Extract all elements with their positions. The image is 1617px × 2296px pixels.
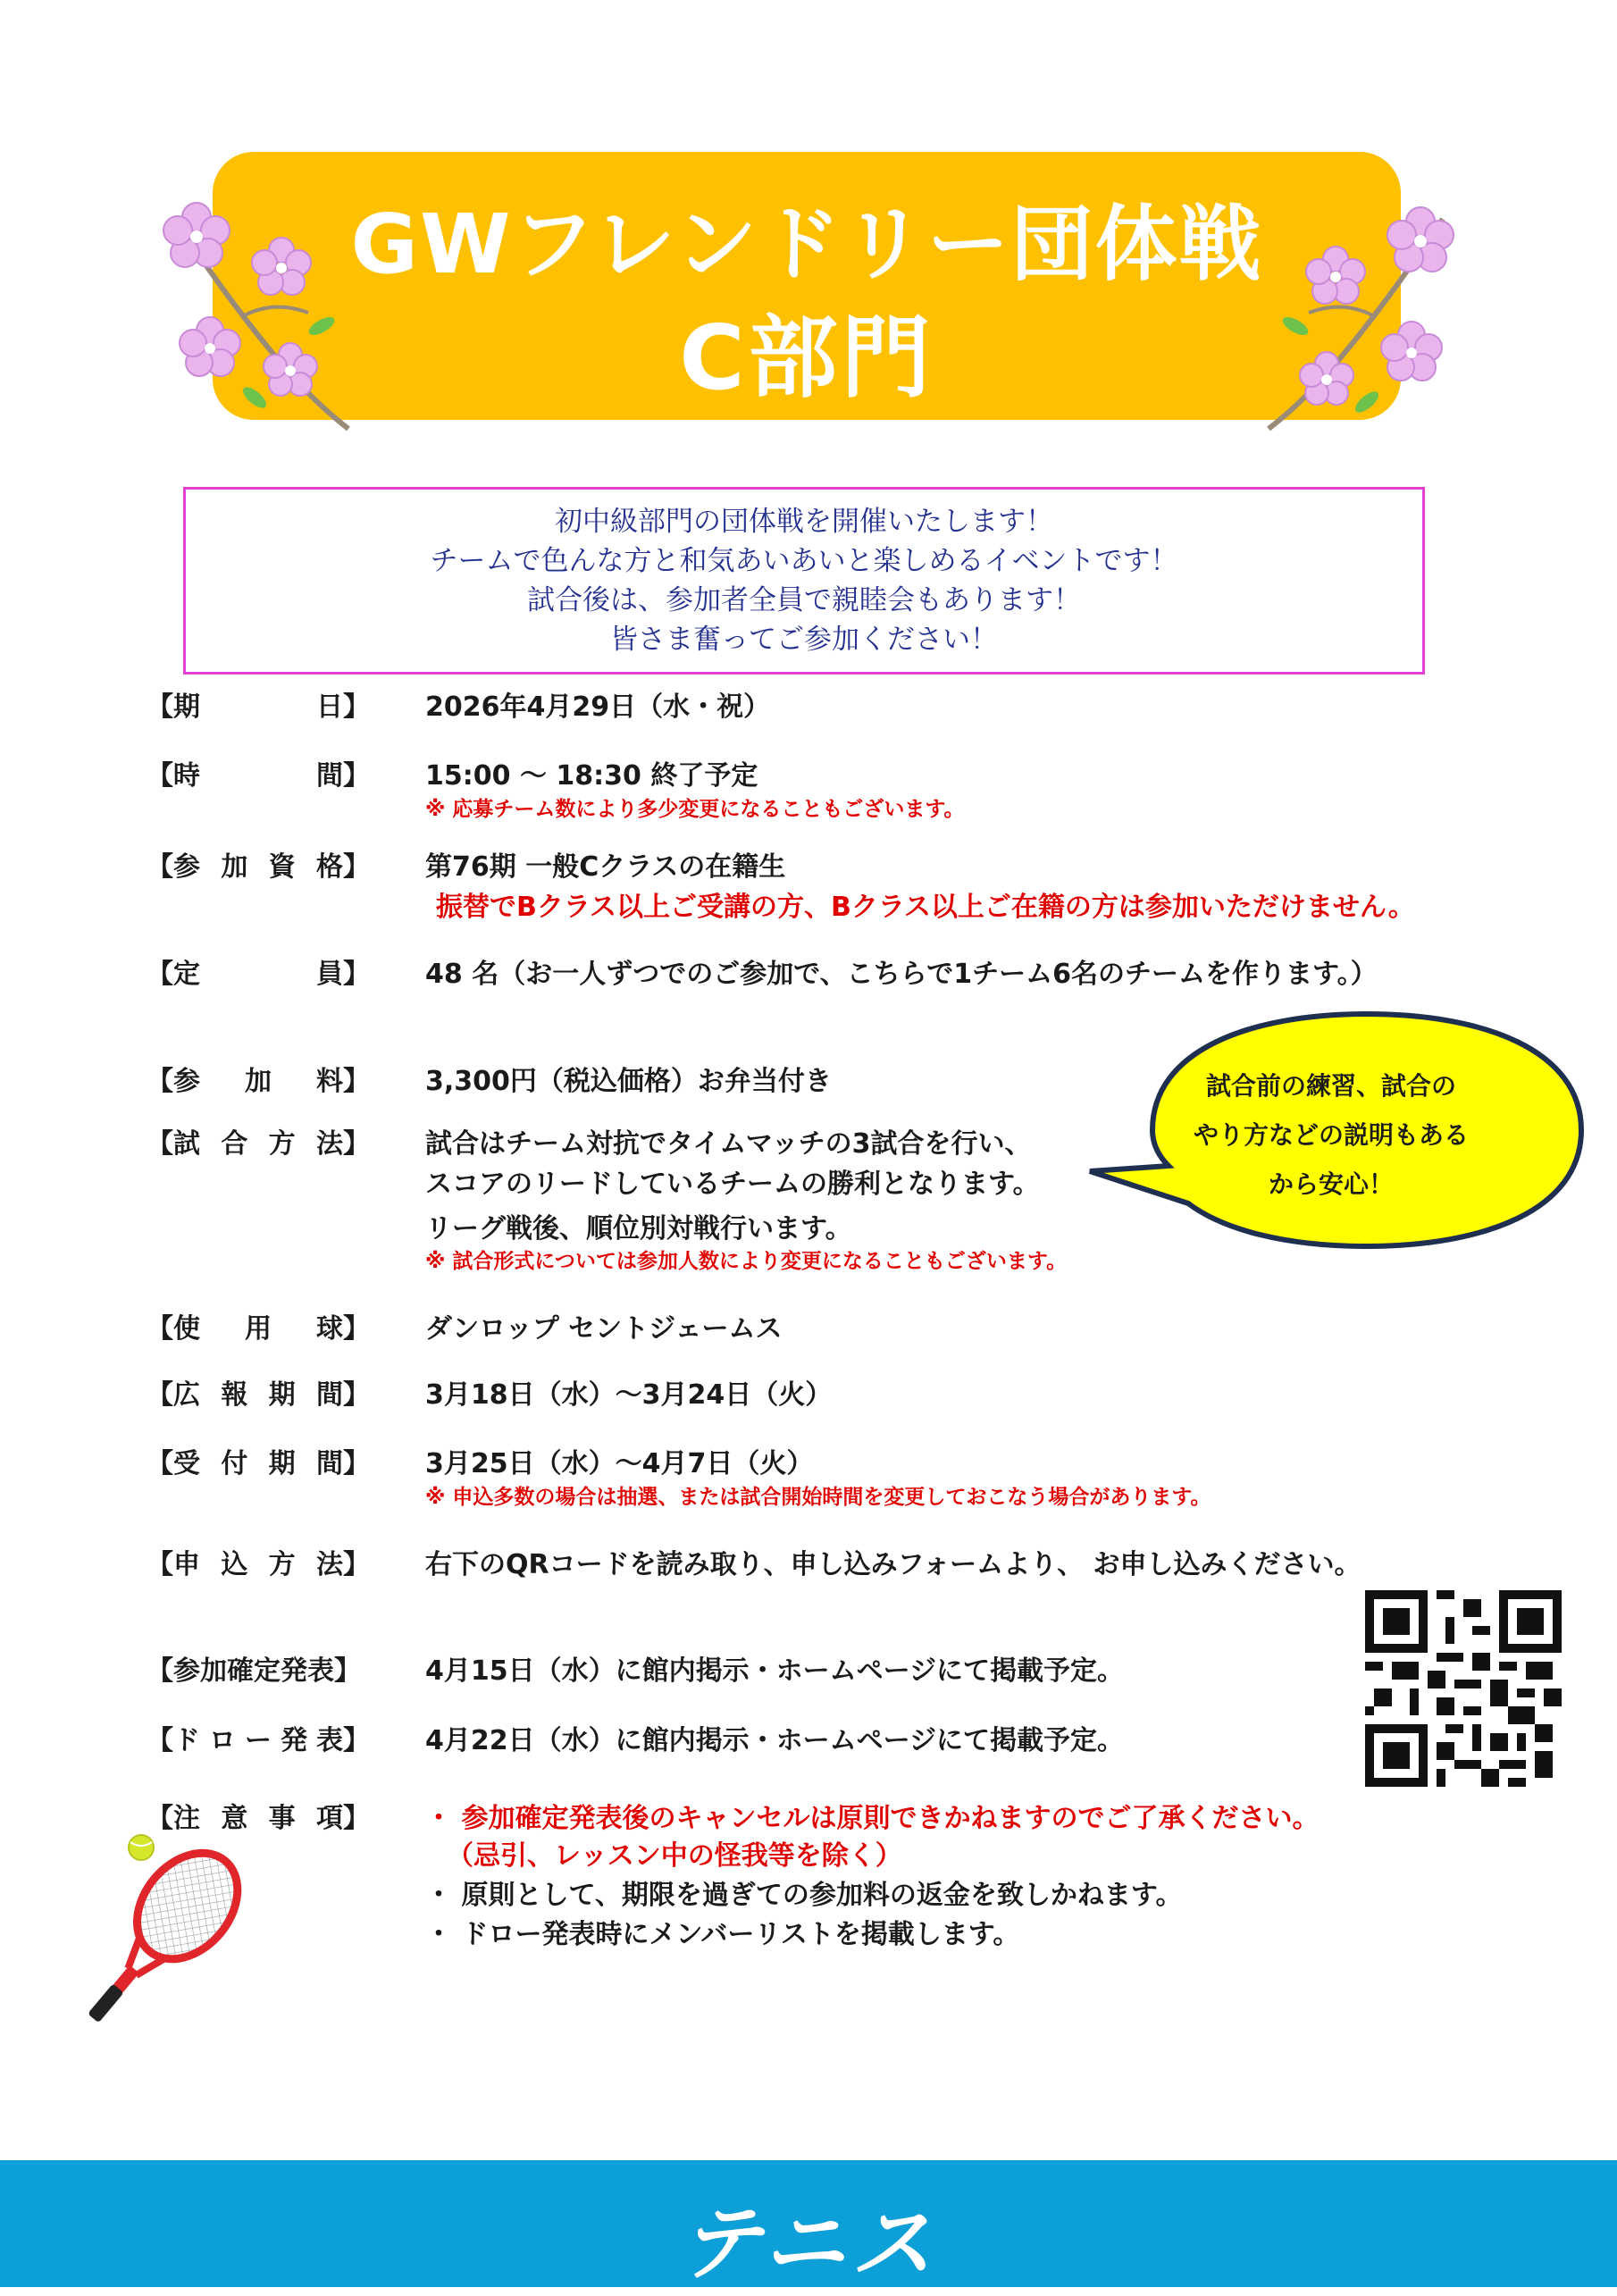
value-date: 2026年4月29日（水・祝） (425, 691, 771, 723)
note-reception: ※ 申込多数の場合は抽選、または試合開始時間を変更しておこなう場合があります。 (425, 1486, 1211, 1509)
label-ball: 【使 用 球】 (147, 1313, 370, 1345)
warning-eligibility: 振替でBクラス以上ご受講の方、Bクラス以上ご在籍の方は参加いただけません。 (436, 892, 1415, 923)
label-apply: 【申 込 方 法】 (147, 1549, 370, 1580)
label-reception: 【受 付 期 間】 (147, 1448, 370, 1479)
value-draw: 4月22日（水）に館内掲示・ホームページにて掲載予定。 (425, 1725, 1125, 1756)
label-fee: 【参 加 料】 (147, 1066, 370, 1097)
footer-logo: テニス (678, 2196, 939, 2292)
footer-bar (0, 2160, 1617, 2292)
label-time: 【時 間】 (147, 760, 370, 792)
title-banner (213, 152, 1401, 420)
event-division: C部門 (679, 306, 934, 410)
value-ball: ダンロップ セントジェームス (425, 1313, 783, 1345)
value-fee: 3,300円（税込価格）お弁当付き (425, 1066, 832, 1097)
label-date: 【期 日】 (147, 691, 370, 723)
value-confirm: 4月15日（水）に館内掲示・ホームページにて掲載予定。 (425, 1655, 1125, 1687)
value-format-line: リーグ戦後、順位別対戦行います。 (425, 1213, 852, 1244)
intro-line: 試合後は、参加者全員で親睦会もあります！ (527, 584, 1081, 616)
value-time: 15:00 ～ 18:30 終了予定 (425, 760, 758, 792)
qr-code-icon (1365, 1590, 1562, 1787)
label-notes: 【注 意 事 項】 (147, 1803, 370, 1834)
notes-item: （忌引、レッスン中の怪我等を除く） (447, 1840, 902, 1872)
label-draw: 【ド ロ ー 発 表】 (147, 1725, 370, 1756)
note-format: ※ 試合形式については参加人数により変更になることもございます。 (425, 1250, 1068, 1273)
notes-item: ・ 参加確定発表後のキャンセルは原則できかねますのでご了承ください。 (425, 1803, 1320, 1834)
note-time: ※ 応募チーム数により多少変更になることもございます。 (425, 798, 965, 821)
label-format: 【試 合 方 法】 (147, 1128, 370, 1160)
value-reception: 3月25日（水）～4月7日（火） (425, 1448, 814, 1479)
tennis-racket-icon (63, 1831, 259, 2037)
intro-line: チームで色んな方と和気あいあいと楽しめるイベントです！ (430, 545, 1178, 577)
value-format-line: 試合はチーム対抗でタイムマッチの3試合を行い、 (425, 1128, 1032, 1160)
label-confirm: 【参加確定発表】 (147, 1655, 361, 1687)
notes-item: ・ 原則として、期限を過ぎての参加料の返金を致しかねます。 (425, 1880, 1183, 1911)
value-apply: 右下のQRコードを読み取り、申し込みフォームより、 お申し込みください。 (425, 1549, 1361, 1580)
cherry-blossom-right-icon (1255, 192, 1461, 433)
value-format-line: スコアのリードしているチームの勝利となります。 (425, 1169, 1040, 1200)
label-capacity: 【定 員】 (147, 959, 370, 990)
event-title: GWフレンドリー団体戦 (350, 197, 1263, 292)
label-eligibility: 【参 加 資 格】 (147, 851, 370, 883)
cherry-blossom-left-icon (156, 192, 362, 433)
value-promo: 3月18日（水）～3月24日（火） (425, 1379, 833, 1411)
label-promo: 【広 報 期 間】 (147, 1379, 370, 1411)
intro-box (183, 487, 1425, 675)
intro-line: 皆さま奮ってご参加ください！ (610, 624, 998, 656)
notes-item: ・ ドロー発表時にメンバーリストを掲載します。 (425, 1919, 1020, 1950)
value-capacity: 48 名（お一人ずつでのご参加で、こちらで1チーム6名のチームを作ります。） (425, 959, 1378, 990)
intro-line: 初中級部門の団体戦を開催いたします！ (555, 506, 1053, 538)
speech-bubble-text: 試合前の練習、試合の やり方などの説明もある から安心！ (1193, 1071, 1469, 1199)
value-eligibility: 第76期 一般Cクラスの在籍生 (425, 851, 786, 883)
